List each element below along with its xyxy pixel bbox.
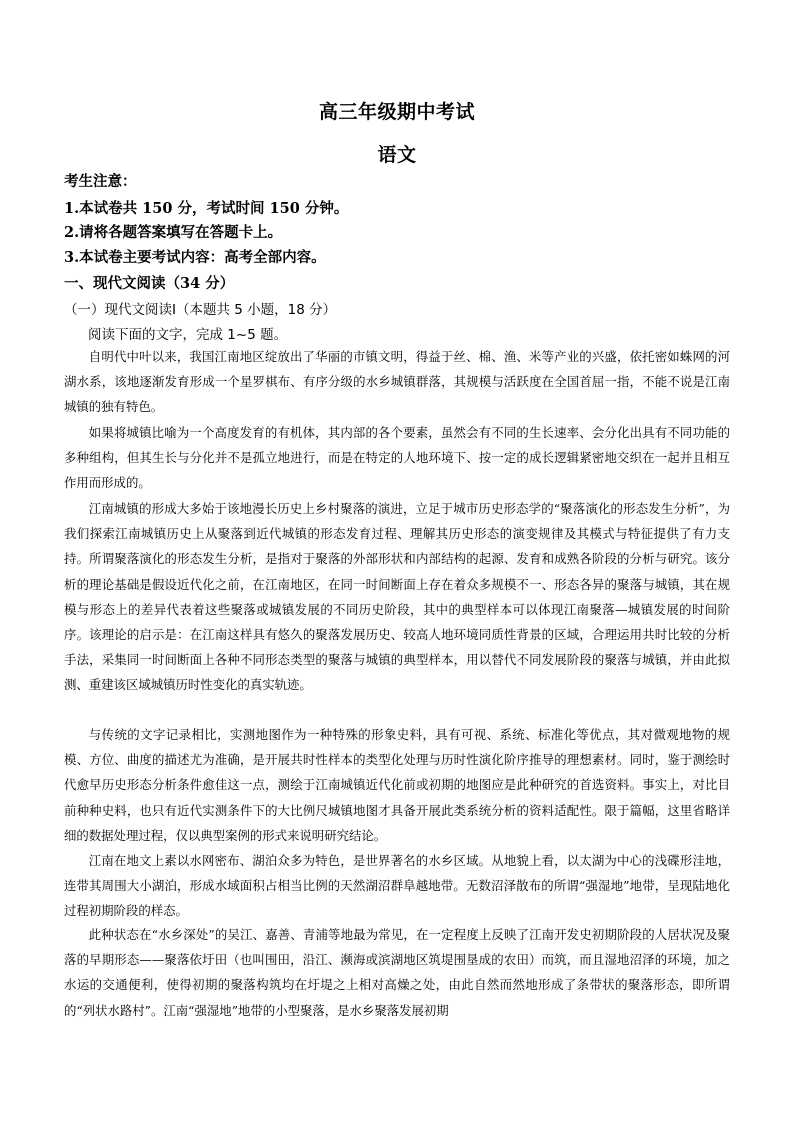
notice-item-1: 1.本试卷共 150 分，考试时间 150 分钟。 (64, 200, 349, 217)
subject-title: 语文 (377, 144, 417, 166)
passage-paragraph: 自明代中叶以来，我国江南地区绽放出了华丽的市镇文明，得益于丝、棉、渔、米等产业的兴盛，依托密如蛛网的河湖水系，该地逐渐发育形成一个星罗棋布、有序分级的水乡城镇群落，其规模与活跃度在全国首屈一指，不能不说是江南城镇的独有特色。 (64, 349, 730, 415)
subsection-heading: （一）现代文阅读Ⅰ（本题共 5 小题，18 分） (64, 302, 337, 318)
notice-heading: 考生注意： (64, 173, 137, 190)
reading-instruction: 阅读下面的文字，完成 1~5 题。 (88, 327, 288, 343)
notice-item-2: 2.请将各题答案填写在答题卡上。 (64, 224, 283, 241)
notice-item-3: 3.本试卷主要考试内容：高考全部内容。 (64, 249, 326, 266)
passage-paragraph: 如果将城镇比喻为一个高度发育的有机体，其内部的各个要素，虽然会有不同的生长速率、会分化出具有不同功能的多种组构，但其生长与分化并不是孤立地进行，而是在特定的人地环境下、按一定的成长逻辑紧密地交织在一起并且相互作用而形成的。 (64, 425, 730, 491)
passage-paragraph: 此种状态在“水乡深处”的吴江、嘉善、青浦等地最为常见，在一定程度上反映了江南开发史初期阶段的人居状况及聚落的早期形态——聚落依圩田（也叫围田，沿江、濒海或滨湖地区筑堤围垦成的农田）而筑，而且湿地沼泽的环境，加之水运的交通便利，使得初期的聚落构筑均在圩堤之上相对高燥之处，由此自然而然地形成了条带状的聚落形态，即所谓的“列状水路村”。江南“强湿地”地带的小型聚落，是水乡聚落发展初期 (64, 927, 730, 1018)
passage-paragraph: 与传统的文字记录相比，实测地图作为一种特殊的形象史料，具有可视、系统、标准化等优点，其对微观地物的规模、方位、曲度的描述尤为准确，是开展共时性样本的类型化处理与历时性演化阶序推导的理想素材。同时，鉴于测绘时代愈早历史形态分析条件愈佳这一点，测绘于江南城镇近代化前或初期的地图应是此种研究的首选资料。事实上，对比目前种种史料，也只有近代实测条件下的大比例尺城镇地图才具备开展此类系统分析的资料适配性。限于篇幅，这里省略详细的数据处理过程，仅以典型案例的形式来说明研究结论。 (64, 727, 730, 843)
passage-paragraph: 江南在地文上素以水网密布、湖泊众多为特色，是世界著名的水乡区域。从地貌上看，以太湖为中心的浅碟形洼地，连带其周围大小湖泊，形成水域面积占相当比例的天然湖沼群阜越地带。无数沼泽散布的所谓“强湿地”地带，呈现陆地化过程初期阶段的样态。 (64, 853, 730, 919)
passage-paragraph: 江南城镇的形成大多始于该地漫长历史上乡村聚落的演进，立足于城市历史形态学的“聚落演化的形态发生分析”，为我们探索江南城镇历史上从聚落到近代城镇的形态发育过程、理解其历史形态的演变规律及其模式与特征提供了有力支持。所谓聚落演化的形态发生分析，是指对于聚落的外部形状和内部结构的起源、发育和成熟各阶段的分析与研究。该分析的理论基础是假设近代化之前，在江南地区，在同一时间断面上存在着众多规模不一、形态各异的聚落与城镇，其在规模与形态上的差异代表着这些聚落或城镇发展的不同历史阶段，其中的典型样本可以体现江南聚落—城镇发展的时间阶序。该理论的启示是：在江南这样具有悠久的聚落发展历史、较高人地环境同质性背景的区域，合理运用共时比较的分析手法，采集同一时间断面上各种不同形态类型的聚落与城镇的典型样本，用以替代不同发展阶段的聚落与城镇，并由此拟测、重建该区域城镇历时性变化的真实轨迹。 (64, 501, 730, 693)
section-heading: 一、现代文阅读（34 分） (64, 275, 235, 292)
exam-title: 高三年级期中考试 (318, 101, 475, 123)
